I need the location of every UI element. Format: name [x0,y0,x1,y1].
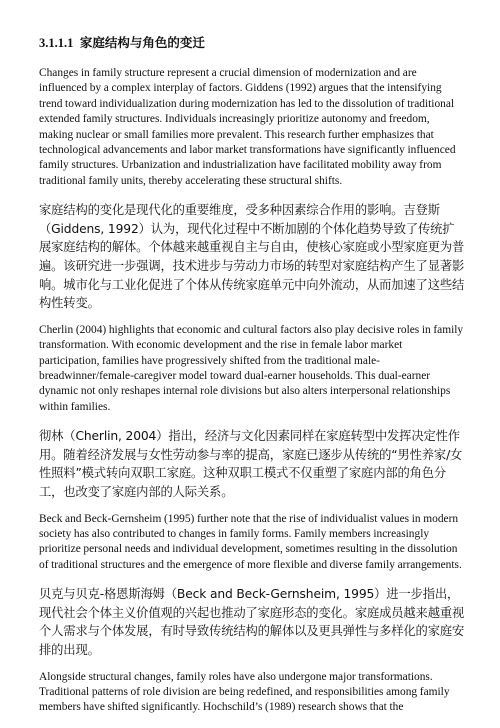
section-title: 家庭结构与角色的变迁 [79,36,205,50]
paragraph-chinese: 彻林（Cherlin, 2004）指出，经济与文化因素同样在家庭转型中发挥决定性作用。随着经济发展与女性劳动参与率的提高，家庭已逐步从传统的“男性养家/女性照料”模式转向双职工家庭。这种双职工模式不仅重塑了家庭内部的角色分工，也改变了家庭内部的人际关系。 [39,429,463,500]
section-heading [39,34,465,52]
paragraph-english: Beck and Beck-Gernsheim (1995) further note that the rise of individualist values in modern society has also contributed to changes in family forms. Family members increasingly prioritize personal needs and individual development, sometimes resulting in the dissolution of traditional structures and the emergence of more flexible and diverse family arrangements. [39,512,462,571]
paragraph-english: Alongside structural changes, family roles have also undergone major transformations. Traditional patterns of role division are being redefined, and responsibilities among family members have shifted significantly. Hochschild’s (1989) research shows that the [39,670,450,714]
document-page [39,34,465,728]
paragraph-english: Changes in family structure represent a crucial dimension of modernization and are influenced by a complex interplay of factors. Giddens (1992) argues that the intensifying trend toward individualization during modernization has led to the dissolution of traditional extended family structures. Individuals increasingly prioritize autonomy and freedom, making nuclear or small families more prevalent. This research further emphasizes that technological advancements and labor market transformations have significantly influenced family structures. Urbanization and industrialization have facilitated mobility away from traditional family units, thereby accelerating these structural shifts. [39,67,456,187]
paragraph-chinese: 家庭结构的变化是现代化的重要维度，受多种因素综合作用的影响。吉登斯（Giddens, 1992）认为，现代化过程中不断加剧的个体化趋势导致了传统扩展家庭结构的解体。个体越来越重视自主与自由，使核心家庭或小型家庭更为普遍。该研究进一步强调，技术进步与劳动力市场的转型对家庭结构产生了显著影响。城市化与工业化促进了个体从传统家庭单元中向外流动，从而加速了这些结构性转变。 [39,203,465,311]
paragraph-chinese: 贝克与贝克-格恩斯海姆（Beck and Beck-Gernsheim, 1995）进一步指出，现代社会个体主义价值观的兴起也推动了家庭形态的变化。家庭成员越来越重视个人需求与个体发展，有时导致传统结构的解体以及更具弹性与多样化的家庭安排的出现。 [39,587,465,658]
paragraph-english: Cherlin (2004) highlights that economic and cultural factors also play decisive roles in family transformation. With economic development and the rise in female labor market participation, families have progressively shifted from the traditional male-breadwinner/female-caregiver model toward dual-earner households. This dual-earner dynamic not only reshapes internal role divisions but also alters interpersonal relationships within families. [39,323,464,413]
section-number: 3.1.1.1 [39,36,74,50]
